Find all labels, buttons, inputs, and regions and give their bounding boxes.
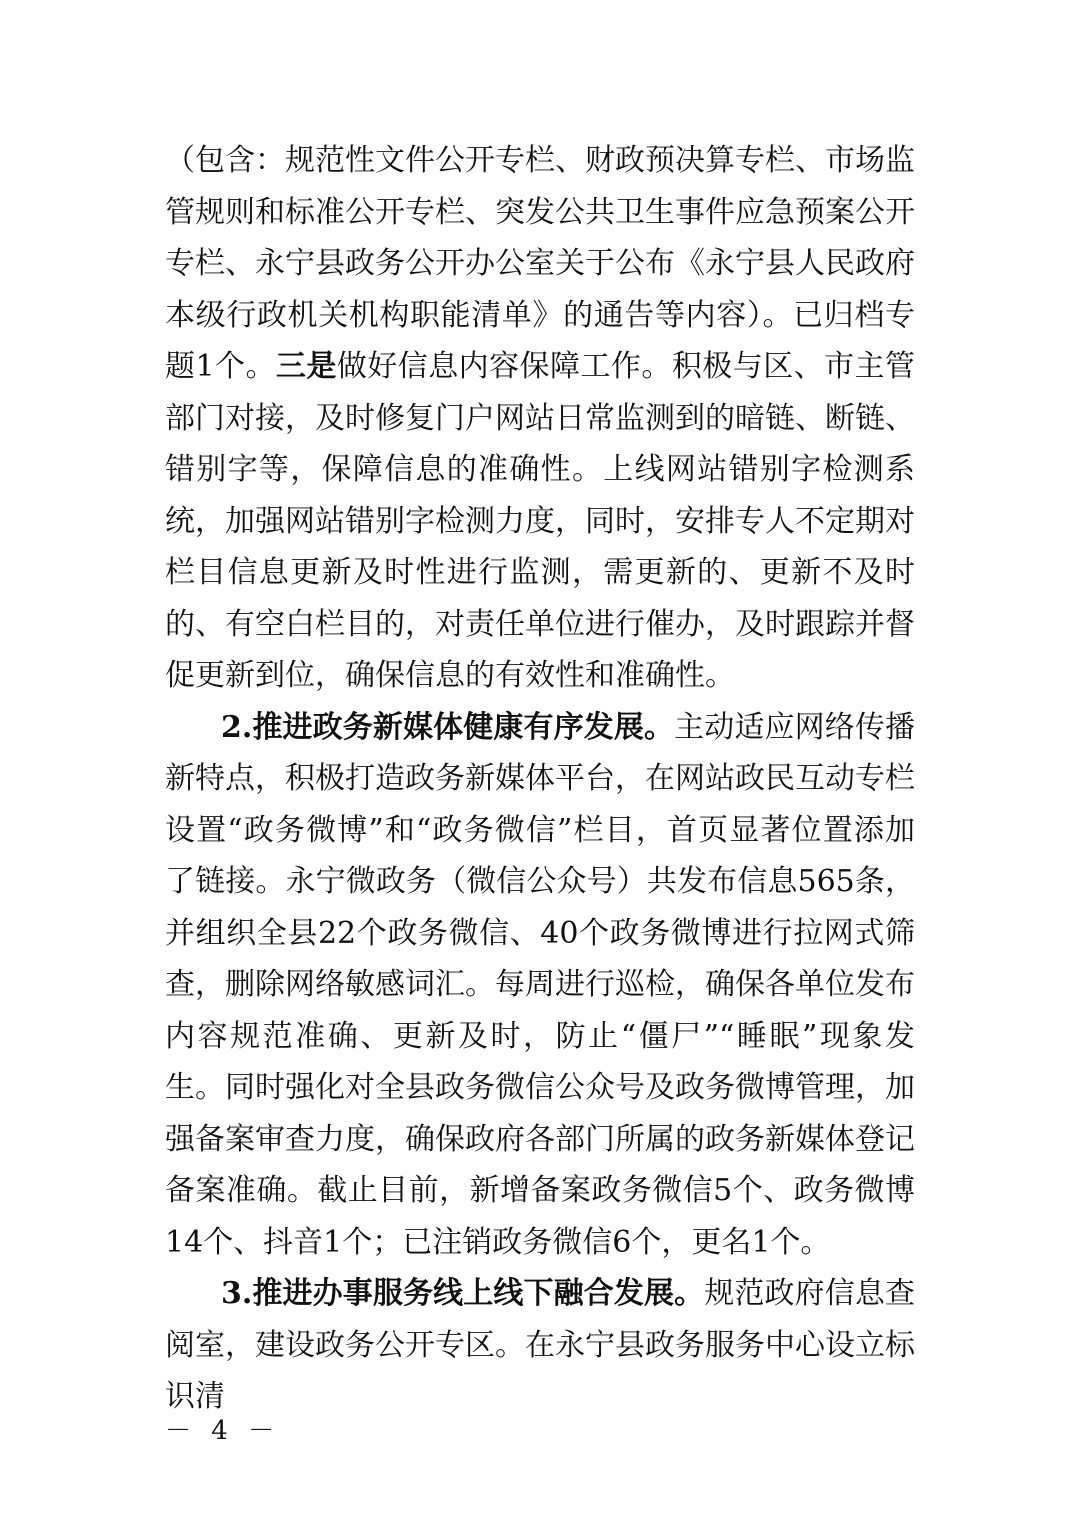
paragraph-2 <box>165 702 915 1269</box>
p1-seg-1-bold: 三是 <box>275 349 337 384</box>
p1-seg-0: （包含：规范性文件公开专栏、财政预决算专栏、市场监管规则和标准公开专栏、突发公共卫生事件应急预案公开专栏、永宁县政务公开办公室关于公布《永宁县人民政府本级行政机关机构职能清单》的通告等内容）。已归档专题1个。 <box>165 143 915 384</box>
page-number: － 4 － <box>165 1416 281 1446</box>
p1-seg-2: 做好信息内容保障工作。积极与区、市主管部门对接，及时修复门户网站日常监测到的暗链、断链、错别字等，保障信息的准确性。上线网站错别字检测系统，加强网站错别字检测力度，同时，安排专人不定期对栏目信息更新及时性进行监测，需更新的、更新不及时的、有空白栏目的，对责任单位进行催办，及时跟踪并督促更新到位，确保信息的有效性和准确性。 <box>165 349 916 693</box>
p3-heading: 3.推进办事服务线上线下融合发展。 <box>221 1276 705 1311</box>
paragraph-1 <box>165 135 915 702</box>
paragraph-3 <box>165 1268 915 1423</box>
p2-body: 主动适应网络传播新特点，积极打造政务新媒体平台，在网站政民互动专栏设置“政务微博”和“政务微信”栏目，首页显著位置添加了链接。永宁微政务（微信公众号）共发布信息565条，并组织全县22个政务微信、40个政务微博进行拉网式筛查，删除网络敏感词汇。每周进行巡检，确保各单位发布内容规范准确、更新及时，防止“僵尸”“睡眠”现象发生。同时强化对全县政务微信公众号及政务微博管理，加强备案审查力度，确保政府各部门所属的政务新媒体登记备案准确。截止目前，新增备案政务微信5个、政务微博14个、抖音1个；已注销政务微信6个，更名1个。 <box>165 709 915 1260</box>
p2-heading: 2.推进政务新媒体健康有序发展。 <box>221 709 675 745</box>
body-text <box>165 135 915 1423</box>
p3-body: 规范政府信息查阅室，建设政务公开专区。在永宁县政务服务中心设立标识清 <box>165 1276 915 1414</box>
